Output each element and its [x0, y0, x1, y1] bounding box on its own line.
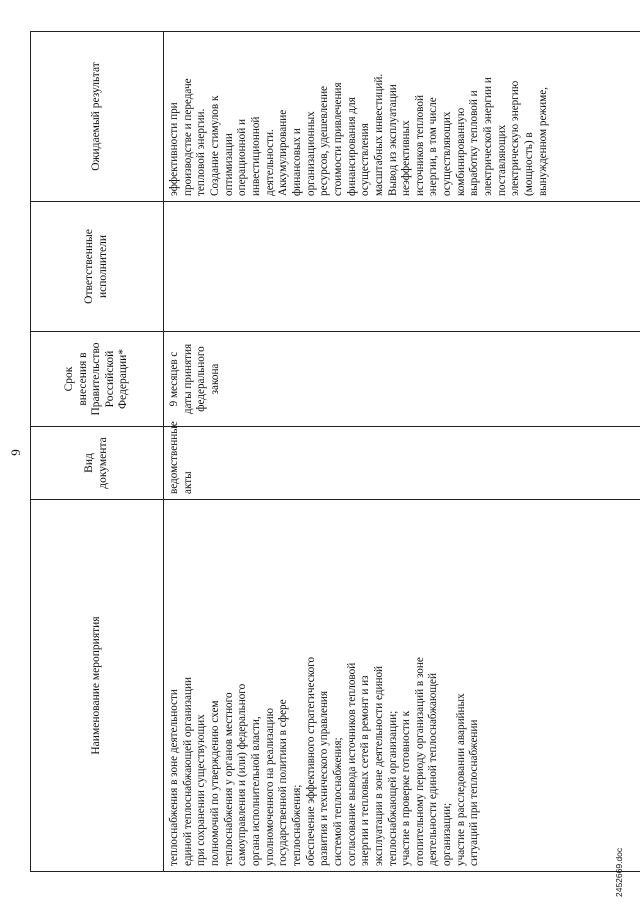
document-id: 2452669.doc: [614, 847, 624, 897]
cell-executors: [164, 202, 640, 332]
header-document-type: Вид документа: [31, 427, 164, 500]
cell-deadline: 9 месяцев с даты принятия федерального закона: [164, 332, 640, 427]
header-expected-result: Ожидаемый результат: [31, 32, 164, 202]
cell-expected-result: эффективности при производстве и передаче тепловой энергии. Создание стимулов к оптимизации операционной и инвестиционной деятельности. Аккумулирование финансовых и организационных ресурсов, удешевление стоимости привлечения финансирования для осуществления масштабных инвестиций. Вывод из эксплуатации неэффективных источников тепловой энергии, в том числе осуществляющих комбинированную выработку тепловой и электрической энергии и поставляющих электрическую энергию (мощность) в вынужденном режиме,: [164, 32, 640, 202]
cell-document-type: ведомственные акты: [164, 427, 640, 500]
page-number: 9: [8, 449, 23, 456]
table-row: [164, 32, 640, 872]
header-measure-name: Наименование мероприятия: [31, 500, 164, 872]
measures-table: [30, 31, 640, 872]
header-executors: Ответственные исполнители: [31, 202, 164, 332]
cell-measure-name: теплоснабжения в зоне деятельности единой теплоснабжающей организации при сохранении существующих полномочий по утверждению схем теплоснабжения у органов местного самоуправления и (или) федерального органа исполнительной власти, уполномоченного на реализацию государственной политики в сфере теплоснабжения; обеспечение эффективного стратегического развития и технического управления системой теплоснабжения; согласование вывода источников тепловой энергии и тепловых сетей в ремонт и из эксплуатации в зоне деятельности единой теплоснабжающей организации; участие в проверке готовности к отопительному периоду организаций в зоне деятельности единой теплоснабжающей организации; участие в расследовании аварийных ситуаций при теплоснабжении: [164, 500, 640, 872]
header-deadline: Срок внесения в Правительство Российской Федерации*: [31, 332, 164, 427]
table-header-row: [31, 32, 164, 872]
